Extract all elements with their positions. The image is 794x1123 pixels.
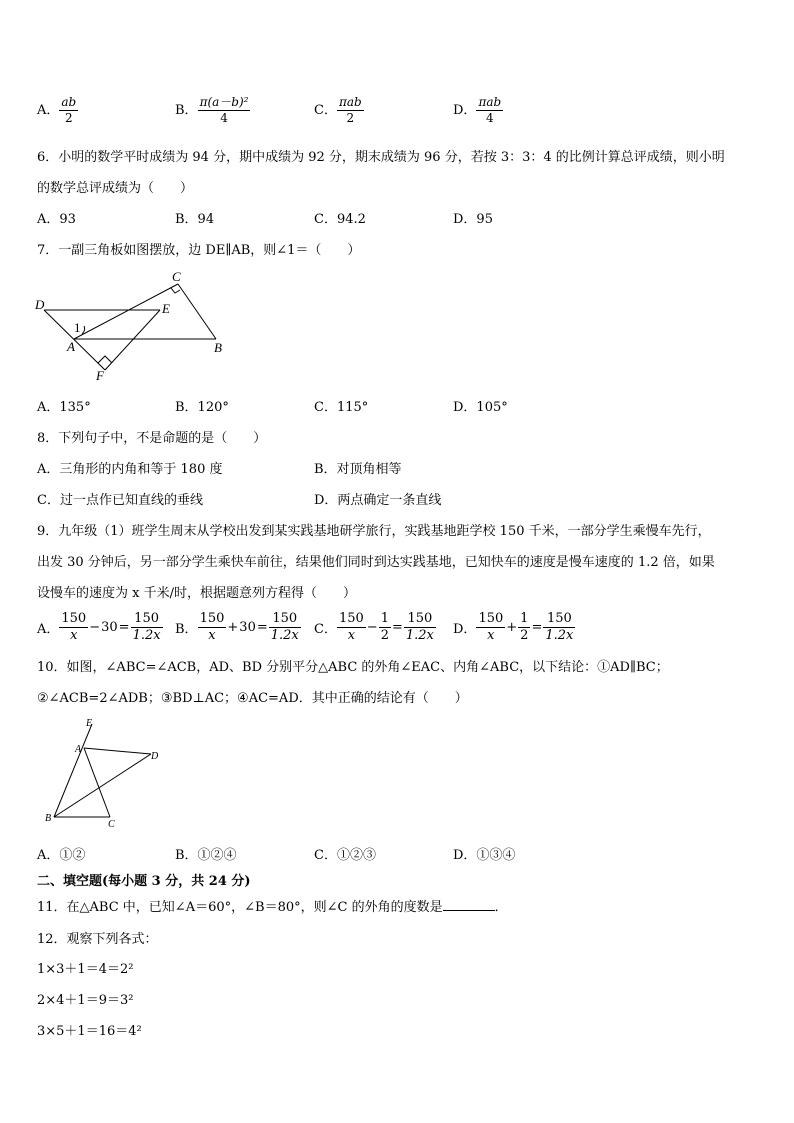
segment-ef	[105, 310, 160, 370]
label-1: 1	[74, 320, 81, 335]
q10-option-d: D．①③④	[453, 848, 516, 863]
numerator: 150	[199, 610, 225, 626]
q5-option-c	[314, 95, 364, 126]
segment-bd	[54, 754, 151, 817]
q8-option-b: B．对顶角相等	[314, 462, 402, 477]
operator: =	[531, 619, 543, 635]
q10-figure	[40, 716, 170, 832]
q6-option-b: B．94	[175, 212, 215, 227]
option-label: B．	[175, 103, 198, 118]
q9-stem-line1: 9．九年级（1）班学生周末从学校出发到某实践基地研学旅行，实践基地距学校 150 千米，一部分学生乘慢车先行，	[37, 524, 711, 539]
numerator: 1	[520, 610, 529, 626]
constant: 30	[239, 619, 256, 635]
fraction	[476, 95, 503, 126]
denominator: x	[208, 627, 216, 643]
numerator: 1	[380, 610, 389, 626]
q10-option-c: C．①②③	[314, 848, 376, 863]
option-label: D．	[453, 621, 477, 637]
section-heading-fill-blank: 二、填空题(每小题 3 分，共 24 分)	[37, 874, 251, 889]
q7-option-d: D．105°	[453, 400, 508, 415]
operator: −	[89, 619, 101, 635]
numerator: π(a－b)²	[199, 95, 249, 109]
numerator: 150	[478, 610, 504, 626]
denominator: x	[487, 627, 495, 643]
q10-stem-line1: 10．如图，∠ABC=∠ACB，AD、BD 分别平分△ABC 的外角∠EAC、内角∠ABC，以下结论：①AD∥BC；	[37, 660, 669, 675]
q7-figure	[30, 268, 230, 383]
denominator: 2	[520, 627, 529, 643]
label-b: B	[214, 340, 222, 355]
right-angle-mark-c	[171, 288, 180, 293]
numerator: 150	[404, 611, 436, 628]
q6-option-c: C．94.2	[314, 212, 366, 227]
option-label: B．	[175, 621, 198, 637]
q5-option-b	[175, 95, 250, 126]
q11-text: 11．在△ABC 中，已知∠A＝60°，∠B＝80°，则∠C 的外角的度数是	[37, 900, 443, 915]
q11-end: ．	[494, 900, 508, 915]
operator: =	[256, 619, 268, 635]
numerator: 150	[338, 610, 364, 626]
q9-option-a	[37, 607, 163, 647]
q12-stem: 12．观察下列各式：	[37, 932, 158, 947]
equation	[59, 611, 162, 644]
option-label: C．	[314, 621, 337, 637]
q7-option-b: B．120°	[175, 400, 229, 415]
operator: =	[391, 619, 403, 635]
constant: 30	[101, 619, 118, 635]
q12-line-2: 2×4＋1＝9＝3²	[37, 993, 134, 1008]
denominator: 2	[380, 627, 389, 643]
denominator: 1.2x	[545, 627, 574, 643]
q9-option-b	[175, 607, 301, 647]
denominator: 4	[485, 111, 494, 125]
q6-stem-line2: 的数学总评成绩为（ ）	[37, 181, 194, 196]
denominator: 1.2x	[270, 627, 299, 643]
fraction	[198, 95, 251, 126]
q8-option-d: D．两点确定一条直线	[314, 493, 442, 508]
q9-option-d	[453, 607, 575, 647]
q7-option-a: A．135°	[37, 400, 91, 415]
denominator: 2	[346, 111, 355, 125]
numerator: πab	[338, 95, 362, 109]
label-e: E	[162, 301, 170, 316]
right-angle-mark-f	[98, 356, 112, 363]
numerator: 150	[131, 611, 163, 628]
operator: +	[227, 619, 239, 635]
q5-option-a	[37, 95, 78, 126]
label-c: C	[172, 269, 181, 284]
q12-line-1: 1×3＋1＝4＝2²	[37, 962, 134, 977]
q6-option-d: D．95	[453, 212, 493, 227]
q9-stem-line2: 出发 30 分钟后，另一部分学生乘快车前往，结果他们同时到达实践基地，已知快车的速度是慢车速度的 1.2 倍，如果	[37, 555, 715, 570]
q11-stem	[37, 896, 508, 915]
label-b: B	[45, 813, 52, 824]
q8-option-c: C．过一点作已知直线的垂线	[37, 493, 203, 508]
option-label: A．	[37, 103, 60, 118]
denominator: 2	[64, 111, 73, 125]
operator: −	[366, 619, 378, 635]
denominator: 1.2x	[132, 627, 161, 643]
q10-stem-line2: ②∠ACB=2∠ADB；③BD⊥AC；④AC=AD．其中正确的结论有（ ）	[37, 691, 468, 706]
numerator: 150	[269, 611, 301, 628]
q10-option-b: B．①②④	[175, 848, 237, 863]
label-c: C	[108, 819, 115, 830]
answer-blank	[443, 898, 495, 911]
operator: =	[118, 619, 130, 635]
numerator: 150	[543, 611, 575, 628]
segment-ac	[84, 748, 110, 817]
q6-stem-line1: 6．小明的数学平时成绩为 94 分，期中成绩为 92 分，期末成绩为 96 分，若按 3：3：4 的比例计算总评成绩，则小明	[37, 150, 725, 165]
label-e: E	[86, 718, 93, 729]
q9-option-c	[314, 607, 436, 647]
numerator: ab	[61, 95, 77, 109]
numerator: πab	[478, 95, 502, 109]
q9-stem-line3: 设慢车的速度为 x 千米/时，根据题意列方程得（ ）	[37, 586, 356, 601]
angle-1-arc	[82, 326, 85, 334]
segment-ad	[84, 748, 151, 754]
operator: +	[506, 619, 518, 635]
ray-ea-ab	[54, 724, 92, 817]
label-d: D	[151, 751, 159, 762]
segment-cb	[178, 284, 216, 339]
label-f: F	[96, 368, 104, 383]
fraction	[337, 95, 364, 126]
option-label: D．	[453, 103, 477, 118]
equation	[476, 611, 575, 644]
q6-option-a: A．93	[37, 212, 76, 227]
fraction	[59, 95, 78, 126]
q5-option-d	[453, 95, 503, 126]
denominator: 4	[220, 111, 228, 125]
denominator: x	[70, 627, 78, 643]
q7-option-c: C．115°	[314, 400, 369, 415]
label-a: A	[67, 339, 75, 354]
label-d: D	[35, 297, 45, 312]
q8-stem: 8．下列句子中，不是命题的是（ ）	[37, 431, 267, 446]
option-label: C．	[314, 103, 337, 118]
q8-option-a: A．三角形的内角和等于 180 度	[37, 462, 223, 477]
equation	[198, 611, 301, 644]
q10-option-a: A．①②	[37, 848, 86, 863]
equation	[337, 611, 436, 644]
label-a: A	[75, 744, 82, 755]
q12-line-3: 3×5＋1＝16＝4²	[37, 1024, 142, 1039]
numerator: 150	[61, 610, 87, 626]
denominator: x	[347, 627, 356, 643]
q7-stem: 7．一副三角板如图摆放，边 DE∥AB，则∠1＝（ ）	[37, 243, 361, 258]
option-label: A．	[37, 621, 60, 637]
denominator: 1.2x	[405, 627, 434, 643]
